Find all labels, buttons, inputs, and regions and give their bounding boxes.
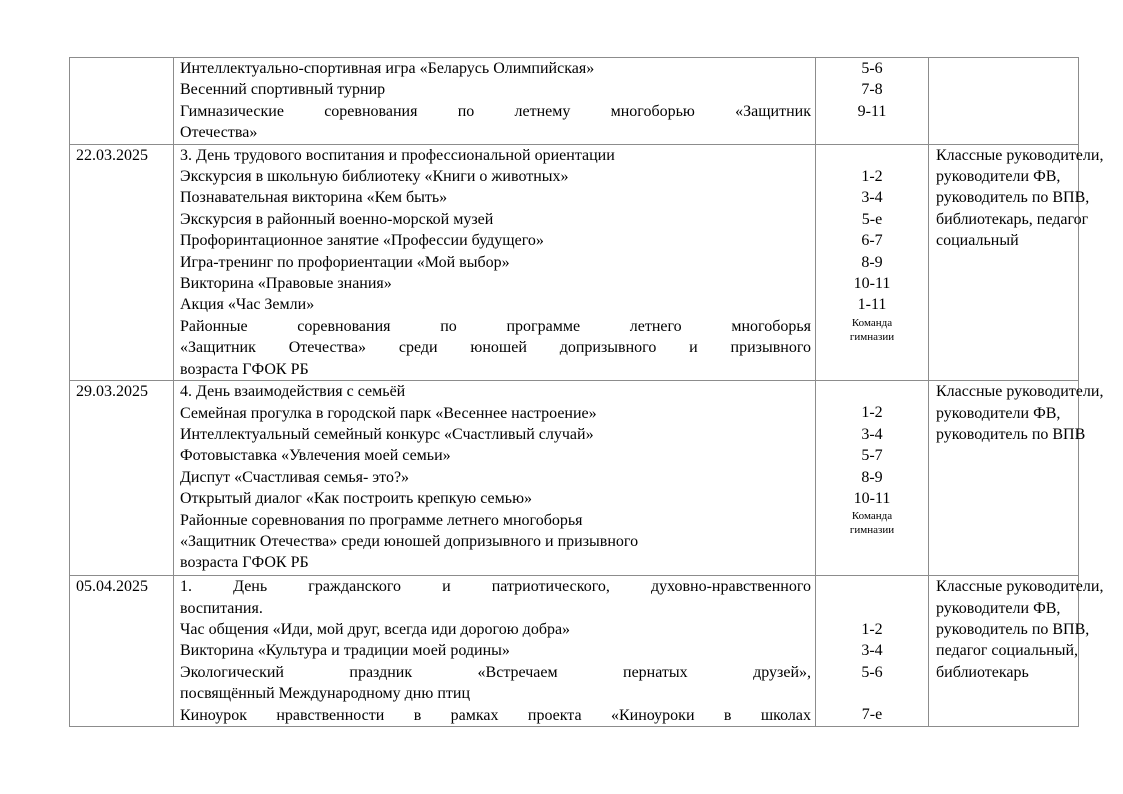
activity-line: Районные соревнования по программе летнего многоборья (180, 317, 811, 335)
grade-value: 8-9 (861, 253, 883, 271)
responsible-line: Классные руководители, (936, 383, 1104, 401)
grade-value: 10-11 (853, 490, 891, 508)
responsible-line: Классные руководители, (936, 146, 1104, 164)
activities-cell (174, 576, 816, 727)
responsible-line: руководитель по ВПВ, (936, 189, 1090, 207)
responsible-cell (929, 576, 1104, 727)
grade-value: 1-2 (861, 404, 883, 422)
responsible-line: социальный (936, 232, 1019, 250)
table-row (70, 576, 1079, 727)
grades-cell (816, 576, 929, 727)
grade-value: 1-2 (861, 620, 883, 638)
grade-value: 3-4 (861, 189, 883, 207)
grade-value: 5-6 (861, 663, 883, 681)
grade-value: 8-9 (861, 468, 883, 486)
events-table (69, 57, 1104, 727)
activity-line: «Защитник Отечества» среди юношей допризывного и призывного (180, 532, 639, 550)
responsible-line: Классные руководители, (936, 578, 1104, 596)
grade-value: 1-11 (857, 296, 887, 314)
responsible-line: руководители ФВ, (936, 168, 1061, 186)
date-cell: 05.04.2025 (70, 576, 174, 727)
activity-line: Викторина «Культура и традиции моей родины» (180, 642, 510, 660)
grade-team-label: Команда (851, 510, 893, 523)
grade-value: 9-11 (857, 102, 887, 120)
grades-cell (816, 381, 929, 576)
grade-value (816, 381, 928, 402)
activity-line: «Защитник Отечества» среди юношей допризывного и призывного (180, 339, 811, 357)
activities-cell (174, 381, 816, 576)
activity-line: Экскурсия в районный военно-морской музей (180, 210, 494, 228)
responsible-line: руководитель по ВПВ, (936, 620, 1090, 638)
activity-line: Киноурок нравственности в рамках проекта «Киноуроки в школах (180, 706, 811, 724)
activity-line: воспитания. (180, 599, 263, 617)
responsible-line: руководитель по ВПВ (936, 425, 1086, 443)
activity-line: Семейная прогулка в городской парк «Весеннее настроение» (180, 404, 597, 422)
date-cell: 22.03.2025 (70, 144, 174, 380)
activity-line: Викторина «Правовые знания» (180, 275, 392, 293)
activity-line: Экологический праздник «Встречаем пернатых друзей», (180, 663, 811, 681)
activity-line: Интеллектуально-спортивная игра «Беларусь Олимпийская» (180, 60, 595, 77)
activity-line: возраста ГФОК РБ (180, 360, 309, 378)
date-cell: 29.03.2025 (70, 381, 174, 576)
grade-value: 5-6 (861, 60, 883, 77)
responsible-line: руководители ФВ, (936, 599, 1061, 617)
grade-value: 1-2 (861, 168, 883, 186)
grade-value: 7-8 (861, 81, 883, 99)
activity-line: Акция «Час Земли» (180, 296, 315, 314)
responsible-line: библиотекарь, педагог (936, 210, 1089, 228)
responsible-cell (929, 144, 1104, 380)
activity-line: Игра-тренинг по профориентации «Мой выбор» (180, 253, 510, 271)
date-cell (70, 58, 174, 145)
activity-line: Час общения «Иди, мой друг, всегда иди дорогою добра» (180, 620, 571, 638)
activity-line: 4. День взаимодействия с семьёй (180, 383, 406, 401)
grade-value: 10-11 (853, 274, 891, 292)
responsible-cell (929, 381, 1104, 576)
activity-line: Отечества» (180, 124, 258, 142)
grade-team-label: Команда (851, 316, 893, 329)
activity-line: 1. День гражданского и патриотического, духовно-нравственного (180, 578, 811, 596)
table-row (70, 381, 1079, 576)
grade-value (816, 576, 928, 597)
table-row (70, 144, 1079, 380)
activity-line: Профоринтационное занятие «Профессии будущего» (180, 232, 544, 250)
responsible-line: библиотекарь (936, 663, 1029, 681)
grade-value (816, 597, 928, 618)
grade-value (816, 683, 928, 704)
grade-team-label: гимназии (849, 524, 895, 537)
grade-team-label: гимназии (849, 330, 895, 343)
grade-value (816, 145, 928, 166)
activity-line: Весенний спортивный турнир (180, 81, 386, 99)
activity-line: Интеллектуальный семейный конкурс «Счастливый случай» (180, 425, 594, 443)
activities-cell (174, 58, 816, 145)
grades-cell (816, 58, 929, 145)
activity-line: Фотовыставка «Увлечения моей семьи» (180, 447, 451, 465)
activity-line: посвящённый Международному дню птиц (180, 685, 470, 703)
activity-line: Открытый диалог «Как построить крепкую семью» (180, 490, 533, 508)
activity-line: возраста ГФОК РБ (180, 554, 309, 572)
activity-line: Экскурсия в школьную библиотеку «Книги о животных» (180, 168, 569, 186)
grade-value: 5-е (861, 210, 883, 228)
grade-value: 6-7 (861, 232, 883, 250)
activity-line: Познавательная викторина «Кем быть» (180, 189, 448, 207)
table-row (70, 58, 1079, 145)
grade-value: 3-4 (861, 425, 883, 443)
activities-cell (174, 144, 816, 380)
activity-line: Диспут «Счастливая семья- это?» (180, 468, 410, 486)
grade-value: 7-е (861, 706, 883, 724)
activity-line: 3. День трудового воспитания и профессиональной ориентации (180, 146, 615, 164)
grade-value: 3-4 (861, 642, 883, 660)
activity-line: Гимназические соревнования по летнему многоборью «Защитник (180, 102, 811, 120)
grade-value: 5-7 (861, 447, 883, 465)
responsible-line: руководители ФВ, (936, 404, 1061, 422)
responsible-cell (929, 58, 1079, 145)
grades-cell (816, 144, 929, 380)
activity-line: Районные соревнования по программе летнего многоборья (180, 511, 583, 529)
responsible-line: педагог социальный, (936, 642, 1079, 660)
